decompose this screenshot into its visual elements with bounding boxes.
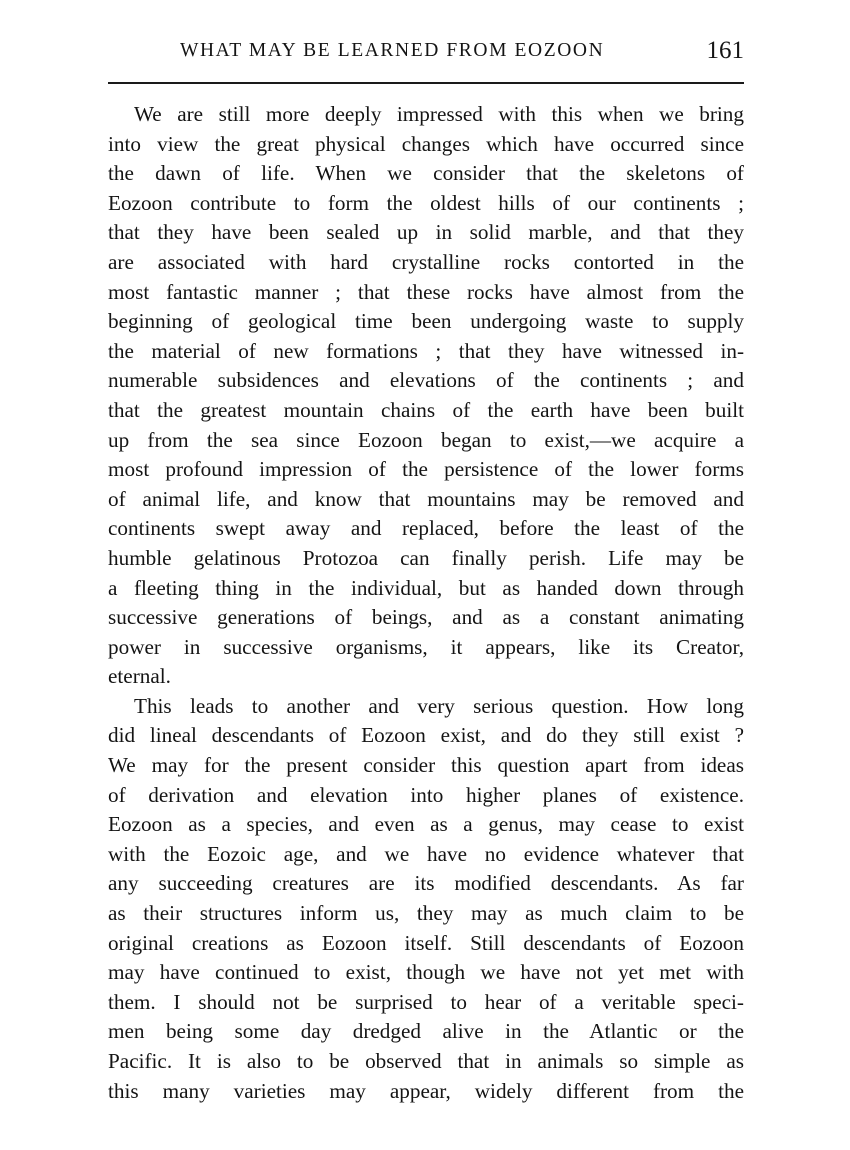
text-line: Pacific. It is also to be observed that in animals so simple as xyxy=(108,1049,744,1073)
text-line: Eozoon as a species, and even as a genus, may cease to exist xyxy=(108,812,744,837)
text-line: of derivation and elevation into higher planes of existence. xyxy=(108,782,744,807)
text-line: original creations as Eozoon itself. Still descendants of Eozoon xyxy=(108,930,744,955)
text-line: up from the sea since Eozoon began to exist,—we acquire a xyxy=(108,427,744,452)
text-line: eternal. xyxy=(108,664,171,689)
text-line: successive generations of beings, and as a constant animating xyxy=(108,605,744,630)
text-line: men being some day dredged alive in the Atlantic or the xyxy=(108,1019,744,1044)
text-line: with the Eozoic age, and we have no evidence whatever that xyxy=(108,841,744,866)
text-line: of animal life, and know that mountains may be removed and xyxy=(108,486,744,511)
body-text xyxy=(108,100,744,1106)
text-line: This leads to another and very serious question. How long xyxy=(134,693,744,718)
text-line: this many varieties may appear, widely different from the xyxy=(108,1078,744,1103)
header-rule xyxy=(108,82,744,84)
paragraph-1 xyxy=(108,100,744,692)
text-line: are associated with hard crystalline rocks contorted in the xyxy=(108,249,744,274)
running-header xyxy=(108,37,744,70)
text-line: the dawn of life. When we consider that the skeletons of xyxy=(108,161,744,186)
text-line: a fleeting thing in the individual, but as handed down through xyxy=(108,575,744,600)
text-line: numerable subsidences and elevations of the continents ; and xyxy=(108,368,744,393)
text-line: humble gelatinous Protozoa can finally perish. Life may be xyxy=(108,545,744,570)
text-line: did lineal descendants of Eozoon exist, and do they still exist ? xyxy=(108,723,744,748)
text-line: into view the great physical changes which have occurred since xyxy=(108,131,744,156)
text-line: any succeeding creatures are its modified descendants. As far xyxy=(108,871,744,896)
paragraph-2 xyxy=(108,692,744,1106)
text-line: as their structures inform us, they may as much claim to be xyxy=(108,901,744,926)
text-line: may have continued to exist, though we have not yet met with xyxy=(108,960,744,985)
text-line: continents swept away and replaced, before the least of the xyxy=(108,516,744,541)
text-line: most profound impression of the persistence of the lower forms xyxy=(108,457,744,482)
text-line: Eozoon contribute to form the oldest hills of our continents ; xyxy=(108,190,744,215)
text-line: most fantastic manner ; that these rocks have almost from the xyxy=(108,279,744,304)
text-line: We are still more deeply impressed with this when we bring xyxy=(134,102,744,126)
text-line: them. I should not be surprised to hear of a veritable speci- xyxy=(108,989,744,1014)
text-line: that the greatest mountain chains of the earth have been built xyxy=(108,397,744,422)
running-title: WHAT MAY BE LEARNED FROM EOZOON xyxy=(180,40,605,61)
text-line: power in successive organisms, it appears, like its Creator, xyxy=(108,634,744,659)
text-line: that they have been sealed up in solid marble, and that they xyxy=(108,220,744,245)
text-line: beginning of geological time been undergoing waste to supply xyxy=(108,309,744,334)
page-number: 161 xyxy=(706,37,744,64)
text-line: the material of new formations ; that they have witnessed in- xyxy=(108,338,744,363)
text-line: We may for the present consider this question apart from ideas xyxy=(108,753,744,778)
